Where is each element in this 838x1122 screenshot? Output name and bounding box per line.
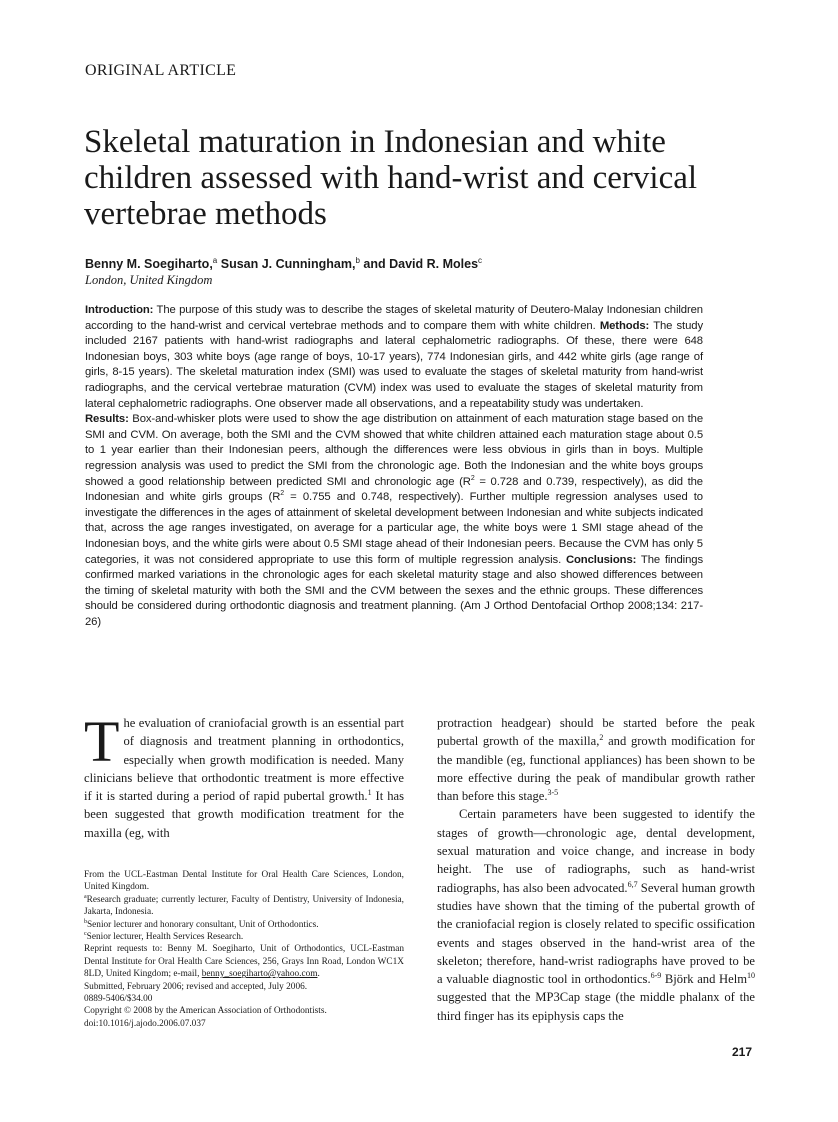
author-affiliation-mark: a <box>212 256 218 265</box>
reference-mark: 6-9 <box>650 970 662 980</box>
abstract-methods-label: Methods: <box>599 319 650 332</box>
footnote-mark: b <box>84 918 87 925</box>
page-number: 217 <box>732 1045 753 1059</box>
superscript: 2 <box>470 474 475 482</box>
body-text: Certain parameters have been suggested to identify the stages of growth—chronologic age, dental development, sexual maturation and voice change, and increase in body height. The use of radiographs, such as hand-wrist radiographs, has also been advocated. <box>437 807 755 895</box>
body-text: and growth modification for the mandible (eg, functional appliances) has been shown to be more effective during the peak of mandibular growth rather than before this stage. <box>437 734 756 804</box>
reference-mark: 1 <box>367 788 372 797</box>
footnote-item <box>84 919 404 931</box>
footnote-item <box>84 894 404 919</box>
body-text: suggested that the MP3Cap stage (the middle phalanx of the third finger has its epiphysis caps the <box>437 990 755 1023</box>
email-link[interactable]: benny_soegiharto@yahoo.com <box>201 969 318 980</box>
body-paragraph <box>437 805 755 1025</box>
abstract-results-text: = 0.755 and 0.748, respectively). Further multiple regression analyses used to investigate the differences in the ages of attainment of skeletal development between Indonesian and white subjects indicated that, across the age ranges investigated, on average for a particular age, the white boys were 1 SMI stage ahead of the Indonesian boys, and the white girls were about 0.5 SMI stage ahead of their Indonesian peers. Because the CVM has only 5 categories, it was not considered appropriate to use this form of multiple regression analysis. <box>85 491 703 566</box>
abstract-conclusions-text: The findings confirmed marked variations in the chronologic ages for each skeletal maturity stage and also showed differences between the timing of skeletal maturity with both the SMI and the CVM between the sexes and the ethnic groups. These differences should be considered during orthodontic diagnosis and treatment planning. <box>85 553 703 613</box>
footnote-text: Reprint requests to: Benny M. Soegiharto, Unit of Orthodontics, UCL-Eastman Dental Institute for Oral Health Care Sciences, 256, Grays Inn Road, London WC1X 8LD, United Kingdom; e-mail, <box>84 944 404 980</box>
body-text: Björk and Helm <box>661 972 747 987</box>
footnote-reprint <box>84 943 404 980</box>
author-name: Benny M. Soegiharto, <box>85 257 213 272</box>
journal-citation: (Am J Orthod Dentofacial Orthop 2008;134: 217-26) <box>85 600 704 628</box>
footnote-doi: doi:10.1016/j.ajodo.2006.07.037 <box>84 1018 206 1029</box>
abstract-results-text: Box-and-whisker plots were used to show the age distribution on attainment of each maturation stage based on the SMI and CVM. On average, both the SMI and the CVM showed that white children attained each maturation stage about 0.5 to 1 year earlier than their Indonesian peers, although the differences were less obvious in girls than in boys. Multiple regression analysis was used to predict the SMI from the chronologic age. Both the Indonesian and the white boys groups showed a good relationship between predicted SMI and chronologic age (R <box>85 413 704 488</box>
author-affiliation-mark: c <box>478 256 483 265</box>
footnote-submitted: Submitted, February 2006; revised and accepted, July 2006. <box>84 981 308 992</box>
footnote-text: . <box>317 969 320 980</box>
title-line: Skeletal maturation in Indonesian and white <box>84 124 666 160</box>
author-list <box>85 256 482 271</box>
abstract-results-label: Results: <box>85 413 129 426</box>
author-affiliation-mark: b <box>355 256 360 265</box>
title-line: children assessed with hand-wrist and cervical <box>84 160 698 196</box>
footnote-text: Research graduate; currently lecturer, Faculty of Dentistry, University of Indonesia, Jakarta, Indonesia. <box>84 894 404 918</box>
abstract-results-text: = 0.728 and 0.739, respectively), as did the Indonesian and white girls groups (R <box>85 475 703 504</box>
footnote-affiliation: From the UCL-Eastman Dental Institute for Oral Health Care Sciences, London, United Kingdom. <box>84 870 404 893</box>
footnote-item <box>84 931 404 943</box>
body-column-right <box>437 714 755 1025</box>
footnote-copyright: Copyright © 2008 by the American Association of Orthodontists. <box>84 1006 327 1017</box>
author-location: London, United Kingdom <box>85 273 213 287</box>
author-name: and David R. Moles <box>363 257 479 272</box>
abstract-intro-text: The purpose of this study was to describe the stages of skeletal maturity of Deutero-Malay Indonesian children according to the hand-wrist and cervical vertebrae methods and to compare them with white children. <box>85 304 703 332</box>
section-label: ORIGINAL ARTICLE <box>85 62 237 79</box>
footnote-mark: c <box>84 930 87 937</box>
abstract-intro-label: Introduction: <box>85 304 154 316</box>
drop-cap: T <box>84 709 120 774</box>
title-line: vertebrae methods <box>84 196 327 232</box>
reference-mark: 3-5 <box>547 788 559 797</box>
body-text: protraction headgear) should be started before the peak pubertal growth of the maxilla, <box>437 716 755 749</box>
footnote-text: Senior lecturer, Health Services Research. <box>86 932 244 943</box>
article-title <box>84 124 774 232</box>
reference-mark: 2 <box>599 733 604 743</box>
abstract-conclusions-label: Conclusions: <box>565 553 637 566</box>
reference-mark: 10 <box>747 970 755 980</box>
abstract-methods-text: The study included 2167 patients with hand-wrist radiographs and lateral cephalometric radiographs. Of these, there were 648 Indonesian boys, 303 white boys (age range of boys, 10-17 years), 774 Indonesian girls, and 442 white girls (age range of girls, 8-15 years). The skeletal maturation index (SMI) was used to evaluate the stages of skeletal maturity from hand-wrist radiographs, and the cervical vertebrae maturation (CVM) index was used to evaluate the stages of skeletal maturity from lateral cephalometric radiographs. One observer made all observations, and a repeatability study was undertaken. <box>85 319 704 410</box>
footnotes <box>84 869 404 1030</box>
author-name: Susan J. Cunningham, <box>220 257 356 272</box>
footnote-text: Senior lecturer and honorary consultant, Unit of Orthodontics. <box>87 919 319 930</box>
abstract <box>85 303 703 630</box>
body-column-left <box>84 709 405 842</box>
superscript: 2 <box>280 490 285 498</box>
reference-mark: 6,7 <box>627 879 638 889</box>
body-text: he evaluation of craniofacial growth is an essential part of diagnosis and treatment planning in orthodontics, especially when growth modification is needed. Many clinicians believe that orthodontic treatment is more effective if it is started during a period of rapid pubertal growth. <box>84 716 404 804</box>
body-text: It has been suggested that growth modification treatment for the maxilla (eg, with <box>84 789 405 840</box>
footnote-issn: 0889-5406/$34.00 <box>84 994 153 1005</box>
body-text: Several human growth studies have shown that the timing of the pubertal growth of the craniofacial region is closely related to specific ossification events and stages observed in the hand-wrist area of the skeleton; therefore, hand-wrist radiographs have proved to be a valuable diagnostic tool in orthodontics. <box>437 880 755 987</box>
footnote-mark: a <box>84 893 87 900</box>
